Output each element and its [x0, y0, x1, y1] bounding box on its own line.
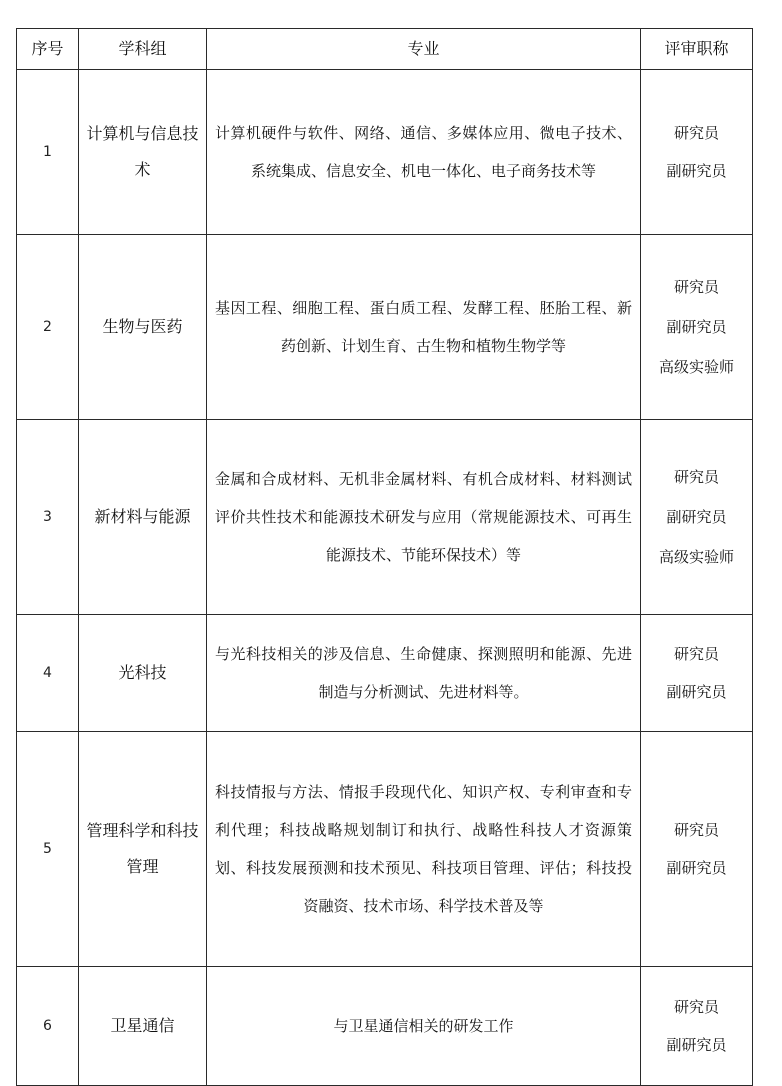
title-item: 副研究员 [666, 859, 727, 877]
row-titles [641, 235, 753, 420]
table-row [17, 235, 753, 420]
row-group: 新材料与能源 [79, 420, 207, 615]
row-titles [641, 70, 753, 235]
title-item: 副研究员 [666, 1036, 727, 1054]
row-major: 与卫星通信相关的研发工作 [207, 967, 641, 1086]
row-major: 科技情报与方法、情报手段现代化、知识产权、专利审查和专利代理；科技战略规划制订和执行、战略性科技人才资源策划、科技发展预测和技术预见、科技项目管理、评估；科技投资融资、技术市场、科学技术普及等 [207, 732, 641, 967]
title-item: 研究员 [673, 645, 719, 663]
row-major: 与光科技相关的涉及信息、生命健康、探测照明和能源、先进制造与分析测试、先进材料等。 [207, 615, 641, 732]
table-row [17, 420, 753, 615]
row-titles [641, 732, 753, 967]
row-group: 生物与医药 [79, 235, 207, 420]
header-major: 专业 [207, 29, 641, 70]
title-item: 高级实验师 [658, 548, 734, 566]
table-row [17, 732, 753, 967]
title-item: 研究员 [673, 468, 719, 486]
row-major: 金属和合成材料、无机非金属材料、有机合成材料、材料测试评价共性技术和能源技术研发与应用（常规能源技术、可再生能源技术、节能环保技术）等 [207, 420, 641, 615]
row-seq: 2 [17, 235, 79, 420]
row-seq: 3 [17, 420, 79, 615]
title-item: 研究员 [673, 278, 719, 296]
header-group: 学科组 [79, 29, 207, 70]
row-titles [641, 420, 753, 615]
table-row [17, 615, 753, 732]
row-group: 光科技 [79, 615, 207, 732]
row-seq: 1 [17, 70, 79, 235]
title-item: 副研究员 [666, 318, 727, 336]
title-item: 研究员 [673, 124, 719, 142]
title-item: 高级实验师 [658, 358, 734, 376]
row-major: 计算机硬件与软件、网络、通信、多媒体应用、微电子技术、系统集成、信息安全、机电一体化、电子商务技术等 [207, 70, 641, 235]
title-item: 副研究员 [666, 508, 727, 526]
table-row [17, 967, 753, 1086]
row-seq: 6 [17, 967, 79, 1086]
row-group: 卫星通信 [79, 967, 207, 1086]
title-item: 研究员 [673, 821, 719, 839]
header-title: 评审职称 [641, 29, 753, 70]
row-titles [641, 615, 753, 732]
title-item: 研究员 [673, 998, 719, 1016]
title-item: 副研究员 [666, 162, 727, 180]
row-seq: 4 [17, 615, 79, 732]
row-titles [641, 967, 753, 1086]
row-major: 基因工程、细胞工程、蛋白质工程、发酵工程、胚胎工程、新药创新、计划生育、古生物和植物生物学等 [207, 235, 641, 420]
discipline-table [16, 28, 753, 1086]
row-seq: 5 [17, 732, 79, 967]
title-item: 副研究员 [666, 683, 727, 701]
row-group: 管理科学和科技管理 [79, 732, 207, 967]
row-group: 计算机与信息技术 [79, 70, 207, 235]
table-header-row [17, 29, 753, 70]
header-seq: 序号 [17, 29, 79, 70]
document-page [16, 28, 752, 1086]
table-row [17, 70, 753, 235]
